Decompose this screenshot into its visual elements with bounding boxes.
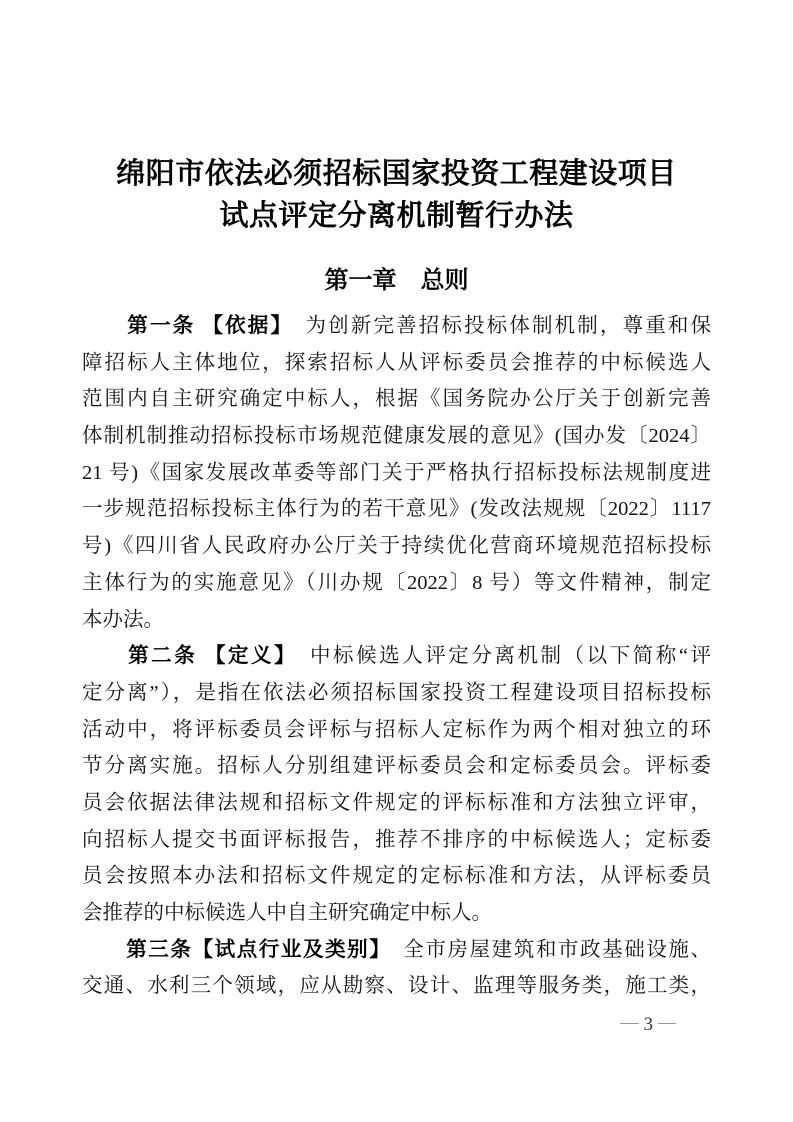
body-line: 员会按照本办法和招标文件规定的定标标准和方法，从评标委员 <box>82 865 711 888</box>
body-line: 向招标人提交书面评标报告，推荐不排序的中标候选人；定标委 <box>82 828 711 851</box>
footer-dash-right: — <box>658 1012 676 1032</box>
document-title-line-1: 绵阳市依法必须招标国家投资工程建设项目 <box>116 158 677 190</box>
body-line: 第三条【试点行业及类别】 全市房屋建筑和市政基础设施、 <box>126 938 711 961</box>
body-line: 号)《四川省人民政府办公厅关于持续优化营商环境规范招标投标 <box>82 535 711 558</box>
body-line: 主体行为的实施意见》（川办规〔2022〕8 号）等文件精神，制定 <box>82 571 711 594</box>
page-footer <box>616 1013 682 1036</box>
body-line: 活动中，将评标委员会评标与招标人定标作为两个相对独立的环 <box>82 718 711 741</box>
body-line: 节分离实施。招标人分别组建评标委员会和定标委员会。评标委 <box>82 755 711 778</box>
chapter-heading: 第一章 总则 <box>324 268 469 294</box>
footer-dash-left: — <box>620 1012 639 1032</box>
body-line: 交通、水利三个领域，应从勘察、设计、监理等服务类，施工类， <box>82 975 711 998</box>
article-lead: 第三条【试点行业及类别】 <box>126 938 382 961</box>
body-line: 员会依据法律法规和招标文件规定的评标标准和方法独立评审， <box>82 791 711 814</box>
body-line: 体制机制推动招标投标市场规范健康发展的意见》(国办发〔2024〕 <box>82 425 711 448</box>
body-line: 本办法。 <box>82 608 164 631</box>
body-line: 第一条 【依据】 为创新完善招标投标体制机制，尊重和保 <box>127 315 711 337</box>
body-line: 范围内自主研究确定中标人，根据《国务院办公厅关于创新完善 <box>82 388 711 411</box>
body-line: 会推荐的中标候选人中自主研究确定中标人。 <box>82 902 492 924</box>
document-title <box>0 153 793 237</box>
article-lead: 第二条 【定义】 <box>128 645 287 668</box>
body-line: 21 号)《国家发展改革委等部门关于严格执行招标投标法规制度进 <box>82 461 711 484</box>
footer-page-number: 3 <box>643 1014 653 1035</box>
article-lead: 第一条 【依据】 <box>127 315 283 337</box>
document-title-line-2: 试点评定分离机制暂行办法 <box>219 200 574 232</box>
body-line: 定分离”），是指在依法必须招标国家投资工程建设项目招标投标 <box>82 681 711 704</box>
body-line: 障招标人主体地位，探索招标人从评标委员会推荐的中标候选人 <box>82 351 711 374</box>
body-line: 第二条 【定义】 中标候选人评定分离机制（以下简称“评 <box>128 645 711 668</box>
body-line: 一步规范招标投标主体行为的若干意见》(发改法规规〔2022〕1117 <box>82 498 711 521</box>
body-text <box>82 308 711 1005</box>
